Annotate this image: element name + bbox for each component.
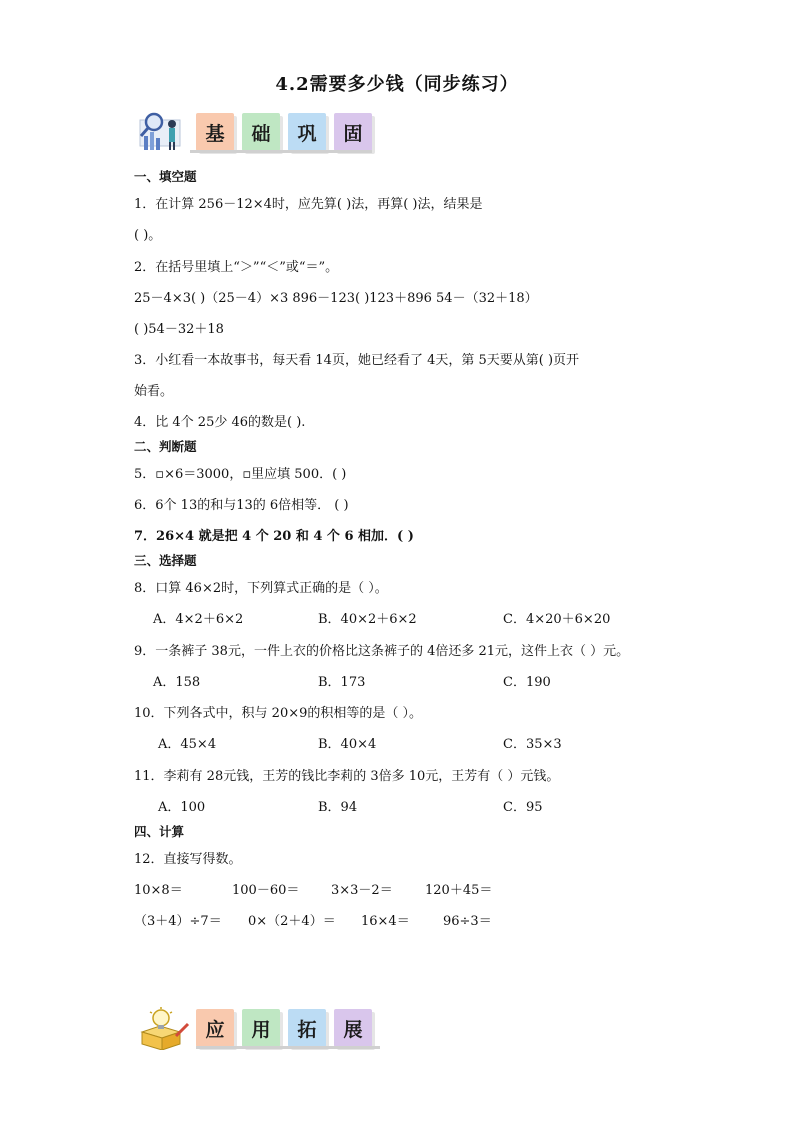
q8-option-b: B．40×2＋6×2 bbox=[318, 612, 417, 627]
q2-line1: 2．在括号里填上“＞”“＜”或“＝”。 bbox=[134, 260, 339, 275]
lightbulb-box-icon bbox=[136, 1006, 190, 1050]
q2-line3: ( )54－32＋18 bbox=[134, 322, 224, 337]
tile-yong: 用 bbox=[242, 1009, 280, 1047]
calc-item: 120＋45＝ bbox=[425, 883, 493, 898]
calc-item: （3＋4）÷7＝ bbox=[134, 914, 222, 929]
section-choice: 三、选择题 bbox=[134, 553, 197, 568]
q4-line: 4．比 4个 25少 46的数是( ). bbox=[134, 415, 306, 430]
section-judge: 二、判断题 bbox=[134, 439, 197, 454]
calc-item: 0×（2＋4）＝ bbox=[248, 914, 336, 929]
q3-line1: 3．小红看一本故事书，每天看 14页，她已经看了 4天，第 5天要从第( )页开 bbox=[134, 353, 580, 368]
q8-stem: 8．口算 46×2时，下列算式正确的是（ ）。 bbox=[134, 581, 388, 596]
tile-ying: 应 bbox=[196, 1009, 234, 1047]
q9-stem: 9．一条裤子 38元，一件上衣的价格比这条裤子的 4倍还多 21元，这件上衣（ ）元。 bbox=[134, 644, 630, 659]
tile-tuo: 拓 bbox=[288, 1009, 326, 1047]
q8-option-c: C．4×20＋6×20 bbox=[503, 612, 611, 627]
q12-stem: 12．直接写得数。 bbox=[134, 852, 242, 867]
banner-divider bbox=[196, 1046, 380, 1049]
tile-chu: 础 bbox=[242, 113, 280, 151]
q3-line2: 始看。 bbox=[134, 384, 174, 399]
q6-line: 6．6个 13的和与13的 6倍相等． ( ) bbox=[134, 498, 349, 513]
q2-line2: 25－4×3( )（25－4）×3 896－123( )123＋896 54－（32＋18） bbox=[134, 291, 538, 306]
q1-line1: 1．在计算 256－12×4时，应先算( )法，再算( )法，结果是 bbox=[134, 197, 483, 212]
banner-extend bbox=[136, 1006, 380, 1050]
calc-item: 3×3－2＝ bbox=[331, 883, 393, 898]
q10-option-a: A．45×4 bbox=[158, 737, 217, 752]
magnifier-chart-icon bbox=[136, 110, 190, 154]
page-title: 4.2需要多少钱（同步练习） bbox=[275, 74, 519, 95]
tile-zhan: 展 bbox=[334, 1009, 372, 1047]
banner-divider bbox=[190, 150, 372, 153]
q9-option-c: C．190 bbox=[503, 675, 551, 690]
calc-item: 10×8＝ bbox=[134, 883, 183, 898]
tile-gong: 巩 bbox=[288, 113, 326, 151]
banner-basic bbox=[136, 110, 380, 154]
q11-option-c: C．95 bbox=[503, 800, 543, 815]
q8-option-a: A．4×2＋6×2 bbox=[153, 612, 244, 627]
q11-stem: 11．李莉有 28元钱，王芳的钱比李莉的 3倍多 10元，王芳有（ ）元钱。 bbox=[134, 769, 560, 784]
q10-option-c: C．35×3 bbox=[503, 737, 562, 752]
section-calc: 四、计算 bbox=[134, 824, 185, 839]
section-fill-blank: 一、填空题 bbox=[134, 169, 197, 184]
q5-line: 5．▫×6＝3000，▫里应填 500．( ) bbox=[134, 467, 347, 482]
q9-option-a: A．158 bbox=[153, 675, 201, 690]
q11-option-a: A．100 bbox=[158, 800, 206, 815]
calc-item: 100－60＝ bbox=[232, 883, 300, 898]
q9-option-b: B．173 bbox=[318, 675, 366, 690]
q10-option-b: B．40×4 bbox=[318, 737, 377, 752]
tile-ji: 基 bbox=[196, 113, 234, 151]
q7-line: 7．26×4 就是把 4 个 20 和 4 个 6 相加．( ) bbox=[134, 529, 414, 544]
calc-item: 16×4＝ bbox=[361, 914, 410, 929]
q10-stem: 10．下列各式中，积与 20×9的积相等的是（ ）。 bbox=[134, 706, 423, 721]
q1-line2: ( )。 bbox=[134, 228, 162, 243]
tile-gu: 固 bbox=[334, 113, 372, 151]
q11-option-b: B．94 bbox=[318, 800, 358, 815]
calc-item: 96÷3＝ bbox=[443, 914, 492, 929]
